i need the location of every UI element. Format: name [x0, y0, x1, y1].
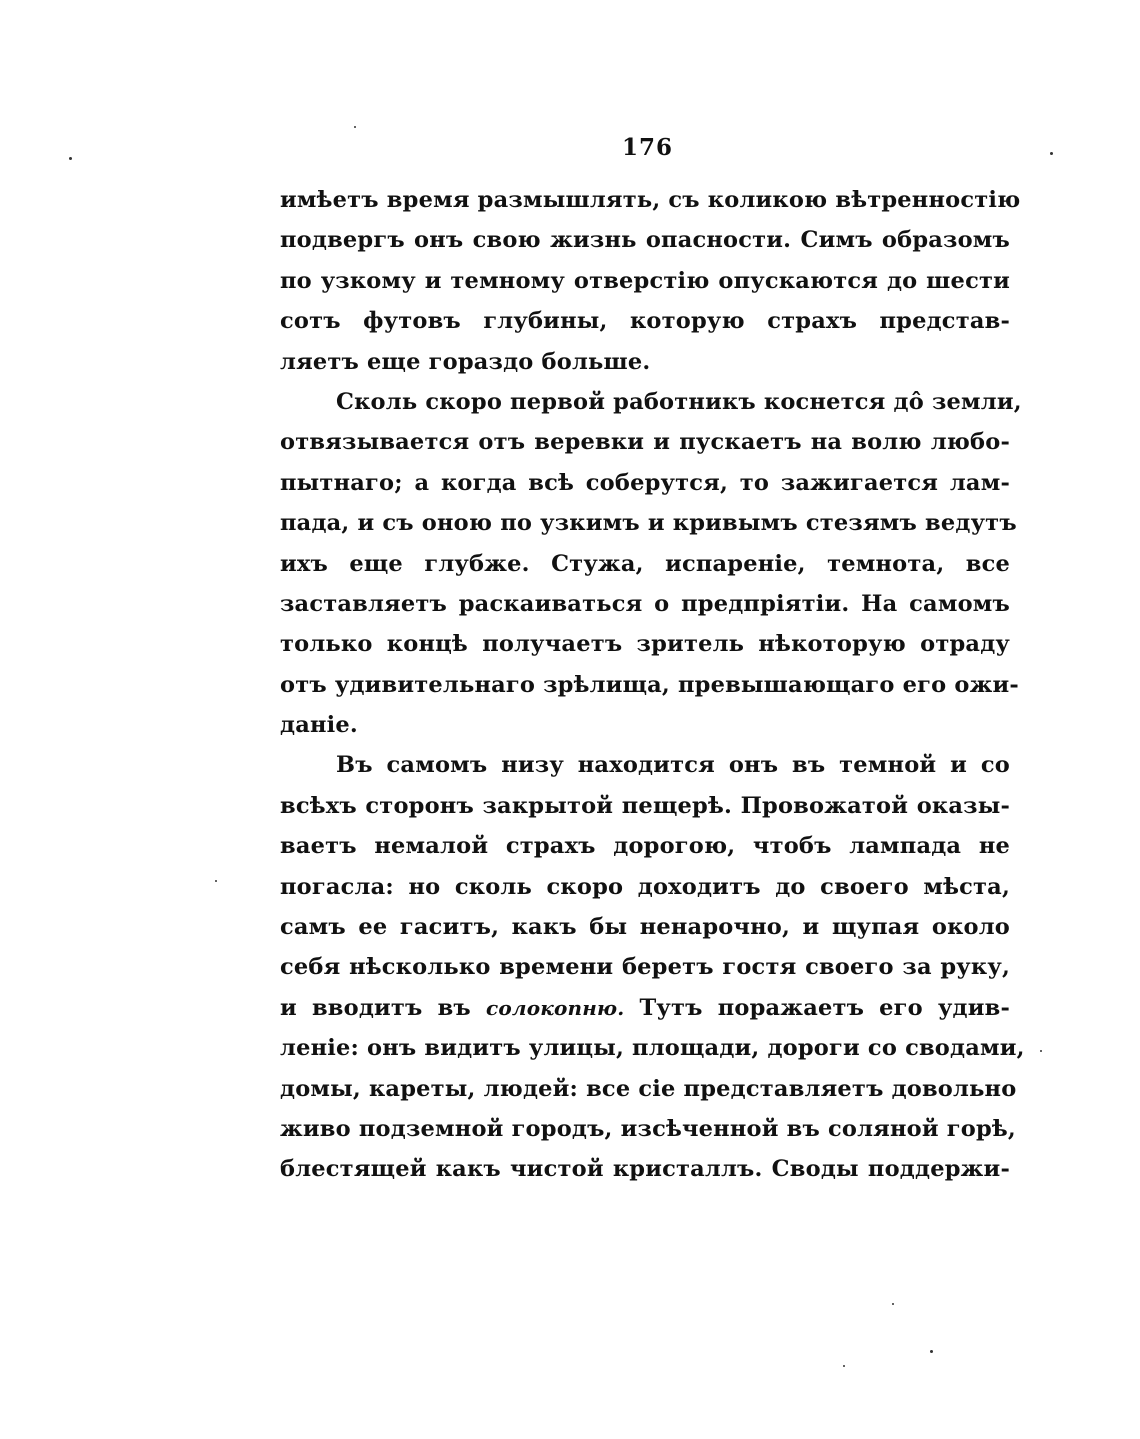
- text-line: подвергъ онъ свою жизнь опасности. Симъ образомъ: [280, 227, 1010, 254]
- text-line: себя нѣсколько времени беретъ гостя своего за руку,: [280, 954, 1010, 981]
- scan-speck: [69, 157, 72, 160]
- text-line: всѣхъ сторонъ закрытой пещерѣ. Провожатой оказы-: [280, 792, 1010, 819]
- text-line: пытнаго; а когда всѣ соберутся, то зажигается лам-: [280, 469, 1010, 496]
- text-line: по узкому и темному отверстiю опускаются до шести: [280, 267, 1010, 294]
- scan-speck: [354, 126, 356, 128]
- text-line: пада, и съ оною по узкимъ и кривымъ стезямъ ведутъ: [280, 510, 1017, 537]
- page-number: 176: [622, 134, 674, 161]
- scan-speck: [1040, 1050, 1042, 1052]
- text-line: отвязывается отъ веревки и пускаетъ на волю любо-: [280, 429, 1010, 456]
- text-line: ихъ еще глубже. Стужа, испаренiе, темнота, все: [280, 550, 1010, 577]
- italic-term: солокопню.: [485, 995, 625, 1020]
- text-line: только концѣ получаетъ зритель нѣкоторую отраду: [280, 631, 1010, 658]
- text-line: ляетъ еще гораздо больше.: [280, 348, 651, 375]
- text-line: отъ удивительнаго зрѣлища, превышающаго его ожи-: [280, 671, 1019, 698]
- text-line: сотъ футовъ глубины, которую страхъ представ-: [280, 308, 1010, 335]
- scan-speck: [930, 1350, 933, 1353]
- text-line: погасла: но сколь скоро доходитъ до своего мѣста,: [280, 873, 1010, 900]
- scan-speck: [843, 1365, 845, 1367]
- text-line: блестящей какъ чистой кристаллъ. Своды поддержи-: [280, 1156, 1010, 1183]
- paragraph-3: [280, 745, 1025, 1189]
- text-line: ваетъ немалой страхъ дорогою, чтобъ лампада не: [280, 833, 1010, 860]
- text-line: данiе.: [280, 712, 358, 739]
- text-line: самъ ее гаситъ, какъ бы ненарочно, и щупая около: [280, 914, 1010, 941]
- scan-speck: [215, 880, 217, 882]
- text-line: заставляетъ раскаиваться о предпрiятiи. На самомъ: [280, 590, 1010, 617]
- text-line: живо подземной городъ, изсѣченной въ соляной горѣ,: [280, 1115, 1016, 1142]
- paragraph-1: [280, 180, 1021, 382]
- scan-speck: [892, 1303, 894, 1305]
- text-line: ленiе: онъ видитъ улицы, площади, дороги со сводами,: [280, 1035, 1025, 1062]
- text-line: и вводитъ въ солокопню. Тутъ поражаетъ его удив-: [280, 994, 1010, 1021]
- text-line: имѣетъ время размышлять, съ коликою вѣтренностiю: [280, 187, 1021, 213]
- text-line: Въ самомъ низу находится онъ въ темной и со: [336, 752, 1010, 779]
- paragraph-2: [280, 382, 1022, 746]
- scan-speck: [1050, 152, 1053, 155]
- text-line: домы, кареты, людей: все сiе представляетъ довольно: [280, 1075, 1017, 1102]
- body-text: [280, 180, 1025, 1190]
- text-line: Сколь скоро первой работникъ коснется дô земли,: [336, 388, 1022, 415]
